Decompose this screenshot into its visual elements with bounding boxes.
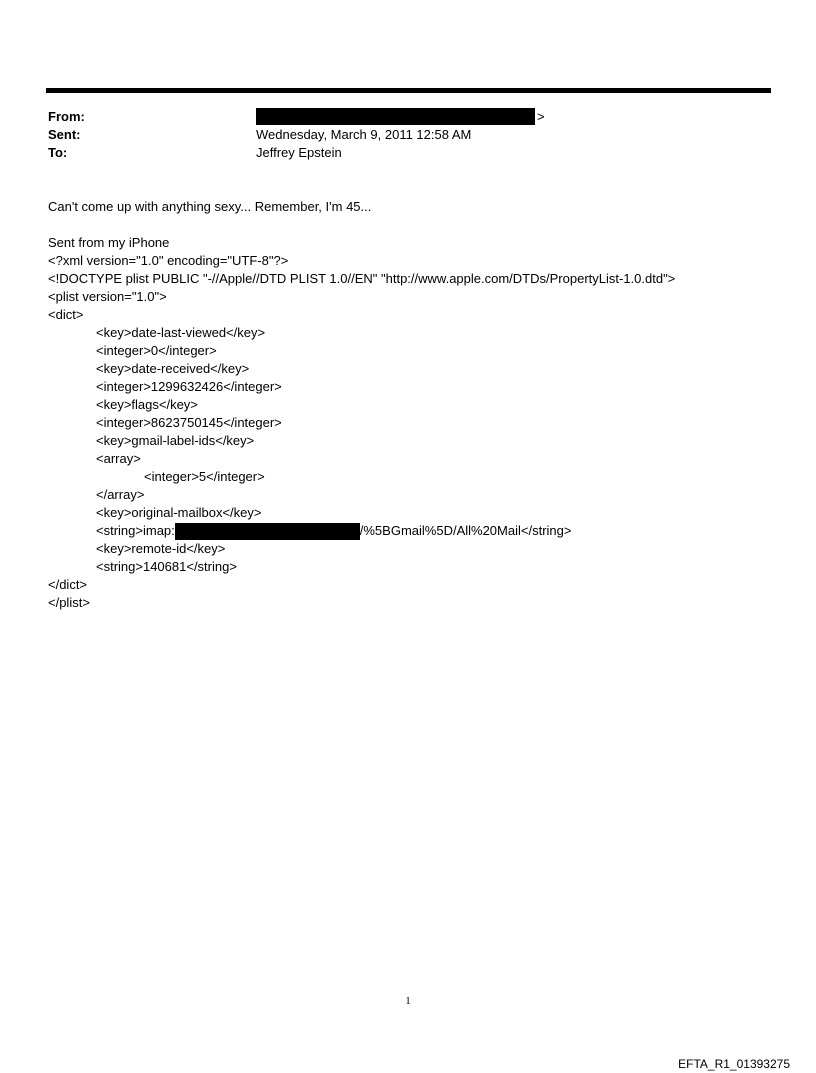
page-number: 1 (405, 995, 411, 1007)
plist-line: <key>gmail-label-ids</key> (96, 433, 255, 448)
plist-line: <key>flags</key> (96, 397, 198, 412)
from-suffix: > (537, 109, 545, 124)
remote-key: <key>remote-id</key> (96, 541, 226, 556)
remote-value: <string>140681</string> (96, 559, 237, 574)
plist-line: <array> (96, 451, 141, 466)
mailbox-key: <key>original-mailbox</key> (96, 505, 262, 520)
header-rule (46, 88, 771, 93)
imap-redaction (175, 523, 360, 540)
array-close: </array> (96, 487, 145, 502)
plist-line: <integer>1299632426</integer> (96, 379, 282, 394)
plist-line: <integer>0</integer> (96, 343, 217, 358)
to-label: To: (48, 145, 68, 160)
string-prefix: <string>imap: (96, 523, 175, 538)
document-id: EFTA_R1_01393275 (678, 1057, 790, 1071)
from-label: From: (48, 109, 85, 124)
sent-value: Wednesday, March 9, 2011 12:58 AM (256, 127, 472, 142)
dict-close: </dict> (48, 577, 88, 592)
doctype-line: <!DOCTYPE plist PUBLIC "-//Apple//DTD PLIST 1.0//EN" "http://www.apple.com/DTDs/PropertyList-1.0.dtd"> (48, 271, 676, 286)
message-text: Can't come up with anything sexy... Remember, I'm 45... (48, 199, 372, 214)
string-suffix: /%5BGmail%5D/All%20Mail</string> (359, 523, 572, 538)
plist-open: <plist version="1.0"> (48, 289, 167, 304)
plist-line: <key>date-received</key> (96, 361, 250, 376)
plist-line: <key>date-last-viewed</key> (96, 325, 266, 340)
dict-open: <dict> (48, 307, 84, 322)
to-value: Jeffrey Epstein (256, 145, 342, 160)
from-redaction (256, 108, 535, 125)
mailbox-string-line (96, 522, 571, 540)
array-item: <integer>5</integer> (144, 469, 265, 484)
plist-close: </plist> (48, 595, 90, 610)
sent-label: Sent: (48, 127, 81, 142)
xml-declaration: <?xml version="1.0" encoding="UTF-8"?> (48, 253, 289, 268)
signature-text: Sent from my iPhone (48, 235, 170, 250)
plist-line: <integer>8623750145</integer> (96, 415, 282, 430)
